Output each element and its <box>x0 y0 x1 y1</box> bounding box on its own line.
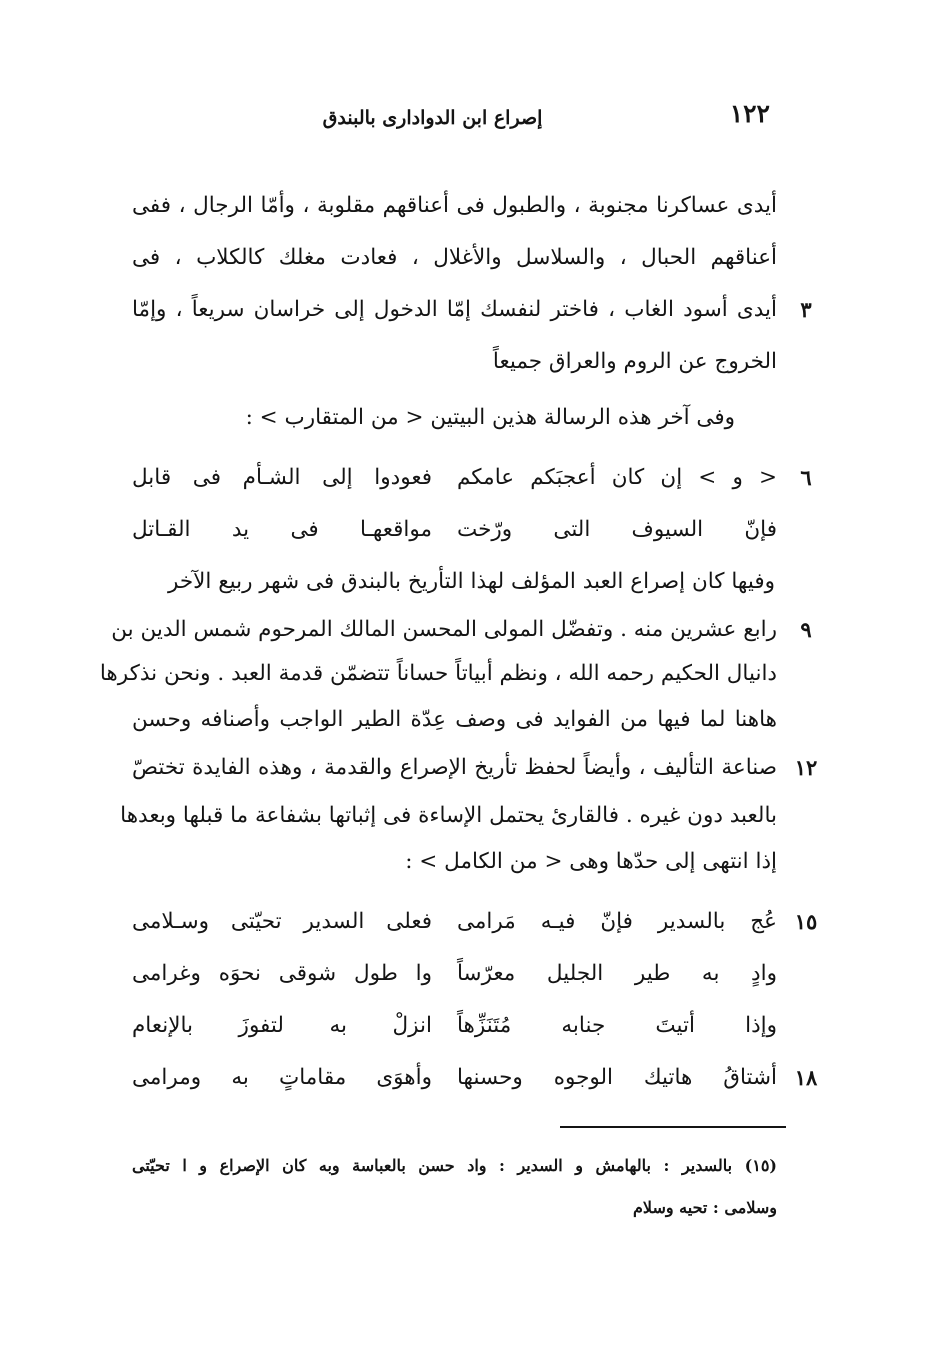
line-number: ١٨ <box>794 1065 818 1090</box>
verse-line <box>132 948 777 1000</box>
verse-line <box>132 896 777 948</box>
verse-hemistich-first: عُج بالسدير فإنّ فيـه مَرامى <box>457 909 777 934</box>
verse-hemistich-first: أشتاقُ هاتيك الوجوه وحسنها <box>457 1065 777 1090</box>
verse-line <box>132 1000 777 1052</box>
page-number: ١٢٢ <box>729 99 770 128</box>
verse-hemistich-second: وا طول شوقى نحوَه وغرامى <box>132 961 432 986</box>
running-header-title: إصراع ابن الدوادارى بالبندق <box>322 107 543 129</box>
footnote-separator <box>560 1126 786 1128</box>
line-number: ٣ <box>800 297 812 322</box>
footnote-line: (١٥) بالسدير : بالهامش و السدير : واد حسن بالعباسة وبه كان الإصراع و ا تحيّتى <box>132 1156 777 1175</box>
line-number: ٩ <box>800 617 812 642</box>
text-line: وفيها كان إصراع العبد المؤلف لهذا التأريخ بالبندق فى شهر ربيع الآخر <box>167 569 775 594</box>
line-number: ٦ <box>800 465 812 490</box>
text-line: الخروج عن الروم والعراق جميعاً <box>492 349 777 374</box>
verse-hemistich-second: وأهوَى مقاماتٍ به ومرامى <box>132 1065 432 1090</box>
verse-hemistich-second: انزلْ به لتفوزَ بالإنعام <box>132 1013 432 1038</box>
verse-line <box>132 452 777 504</box>
verse-hemistich-first: < و > إن كان أعجبَكم عامكم <box>457 465 777 490</box>
text-line: صناعة التأليف ، وأيضاً لحفظ تأريخ الإصراع والقدمة ، وهذه الفايدة تختصّ <box>132 755 777 780</box>
verse-hemistich-first: وإذا أتيتَ جنابه مُتَنَزِّهاً <box>457 1013 777 1038</box>
text-line: أيدى أسود الغاب ، فاختر لنفسك إمّا الدخول إلى خراسان سريعاً ، وإمّا <box>132 297 777 322</box>
verse-hemistich-second: فعودوا إلى الشـأم فى قابل <box>132 465 432 490</box>
text-line: وفى آخر هذه الرسالة هذين البيتين < من المتقارب > : <box>245 405 735 430</box>
verse-hemistich-first: فإنّ السيوف التى ورّخت <box>457 517 777 542</box>
text-line: أيدى عساكرنا مجنوبة ، والطبول فى أعناقهم مقلوبة ، وأمّا الرجال ، ففى <box>132 193 777 218</box>
verse-line <box>132 504 777 556</box>
verse-hemistich-second: فعلى السدير تحيّتى وسـلامى <box>132 909 432 934</box>
line-number: ١٢ <box>794 755 818 780</box>
text-line: دانيال الحكيم رحمه الله ، ونظم أبياتاً حساناً تتضمّن قدمة العبد . ونحن نذكرها <box>99 661 777 686</box>
line-number: ١٥ <box>794 909 818 934</box>
text-line: هاهنا لما فيها من الفوايد فى وصف عِدّة الطير الواجب وأصنافه وحسن <box>132 707 777 732</box>
verse-hemistich-second: مواقعهـا فى يد القـاتل <box>132 517 432 542</box>
footnote-line: وسلامى : تحيه وسلام <box>633 1198 777 1217</box>
text-line: بالعبد دون غيره . فالقارئ يحتمل الإساءة فى إثباتها بشفاعة ما قبلها وبعدها <box>120 803 777 828</box>
verse-line <box>132 1052 777 1104</box>
text-line: أعناقهم الحبال ، والسلاسل والأغلال ، فعادت مغلك كالكلاب ، فى <box>132 245 777 270</box>
text-line: إذا انتهى إلى حدّها وهى < من الكامل > : <box>405 849 777 874</box>
verse-hemistich-first: وادٍ به طير الجليل معرّساً <box>457 961 777 986</box>
text-line: رابع عشرين منه . وتفضّل المولى المحسن المالك المرحوم شمس الدين بن <box>111 617 777 642</box>
